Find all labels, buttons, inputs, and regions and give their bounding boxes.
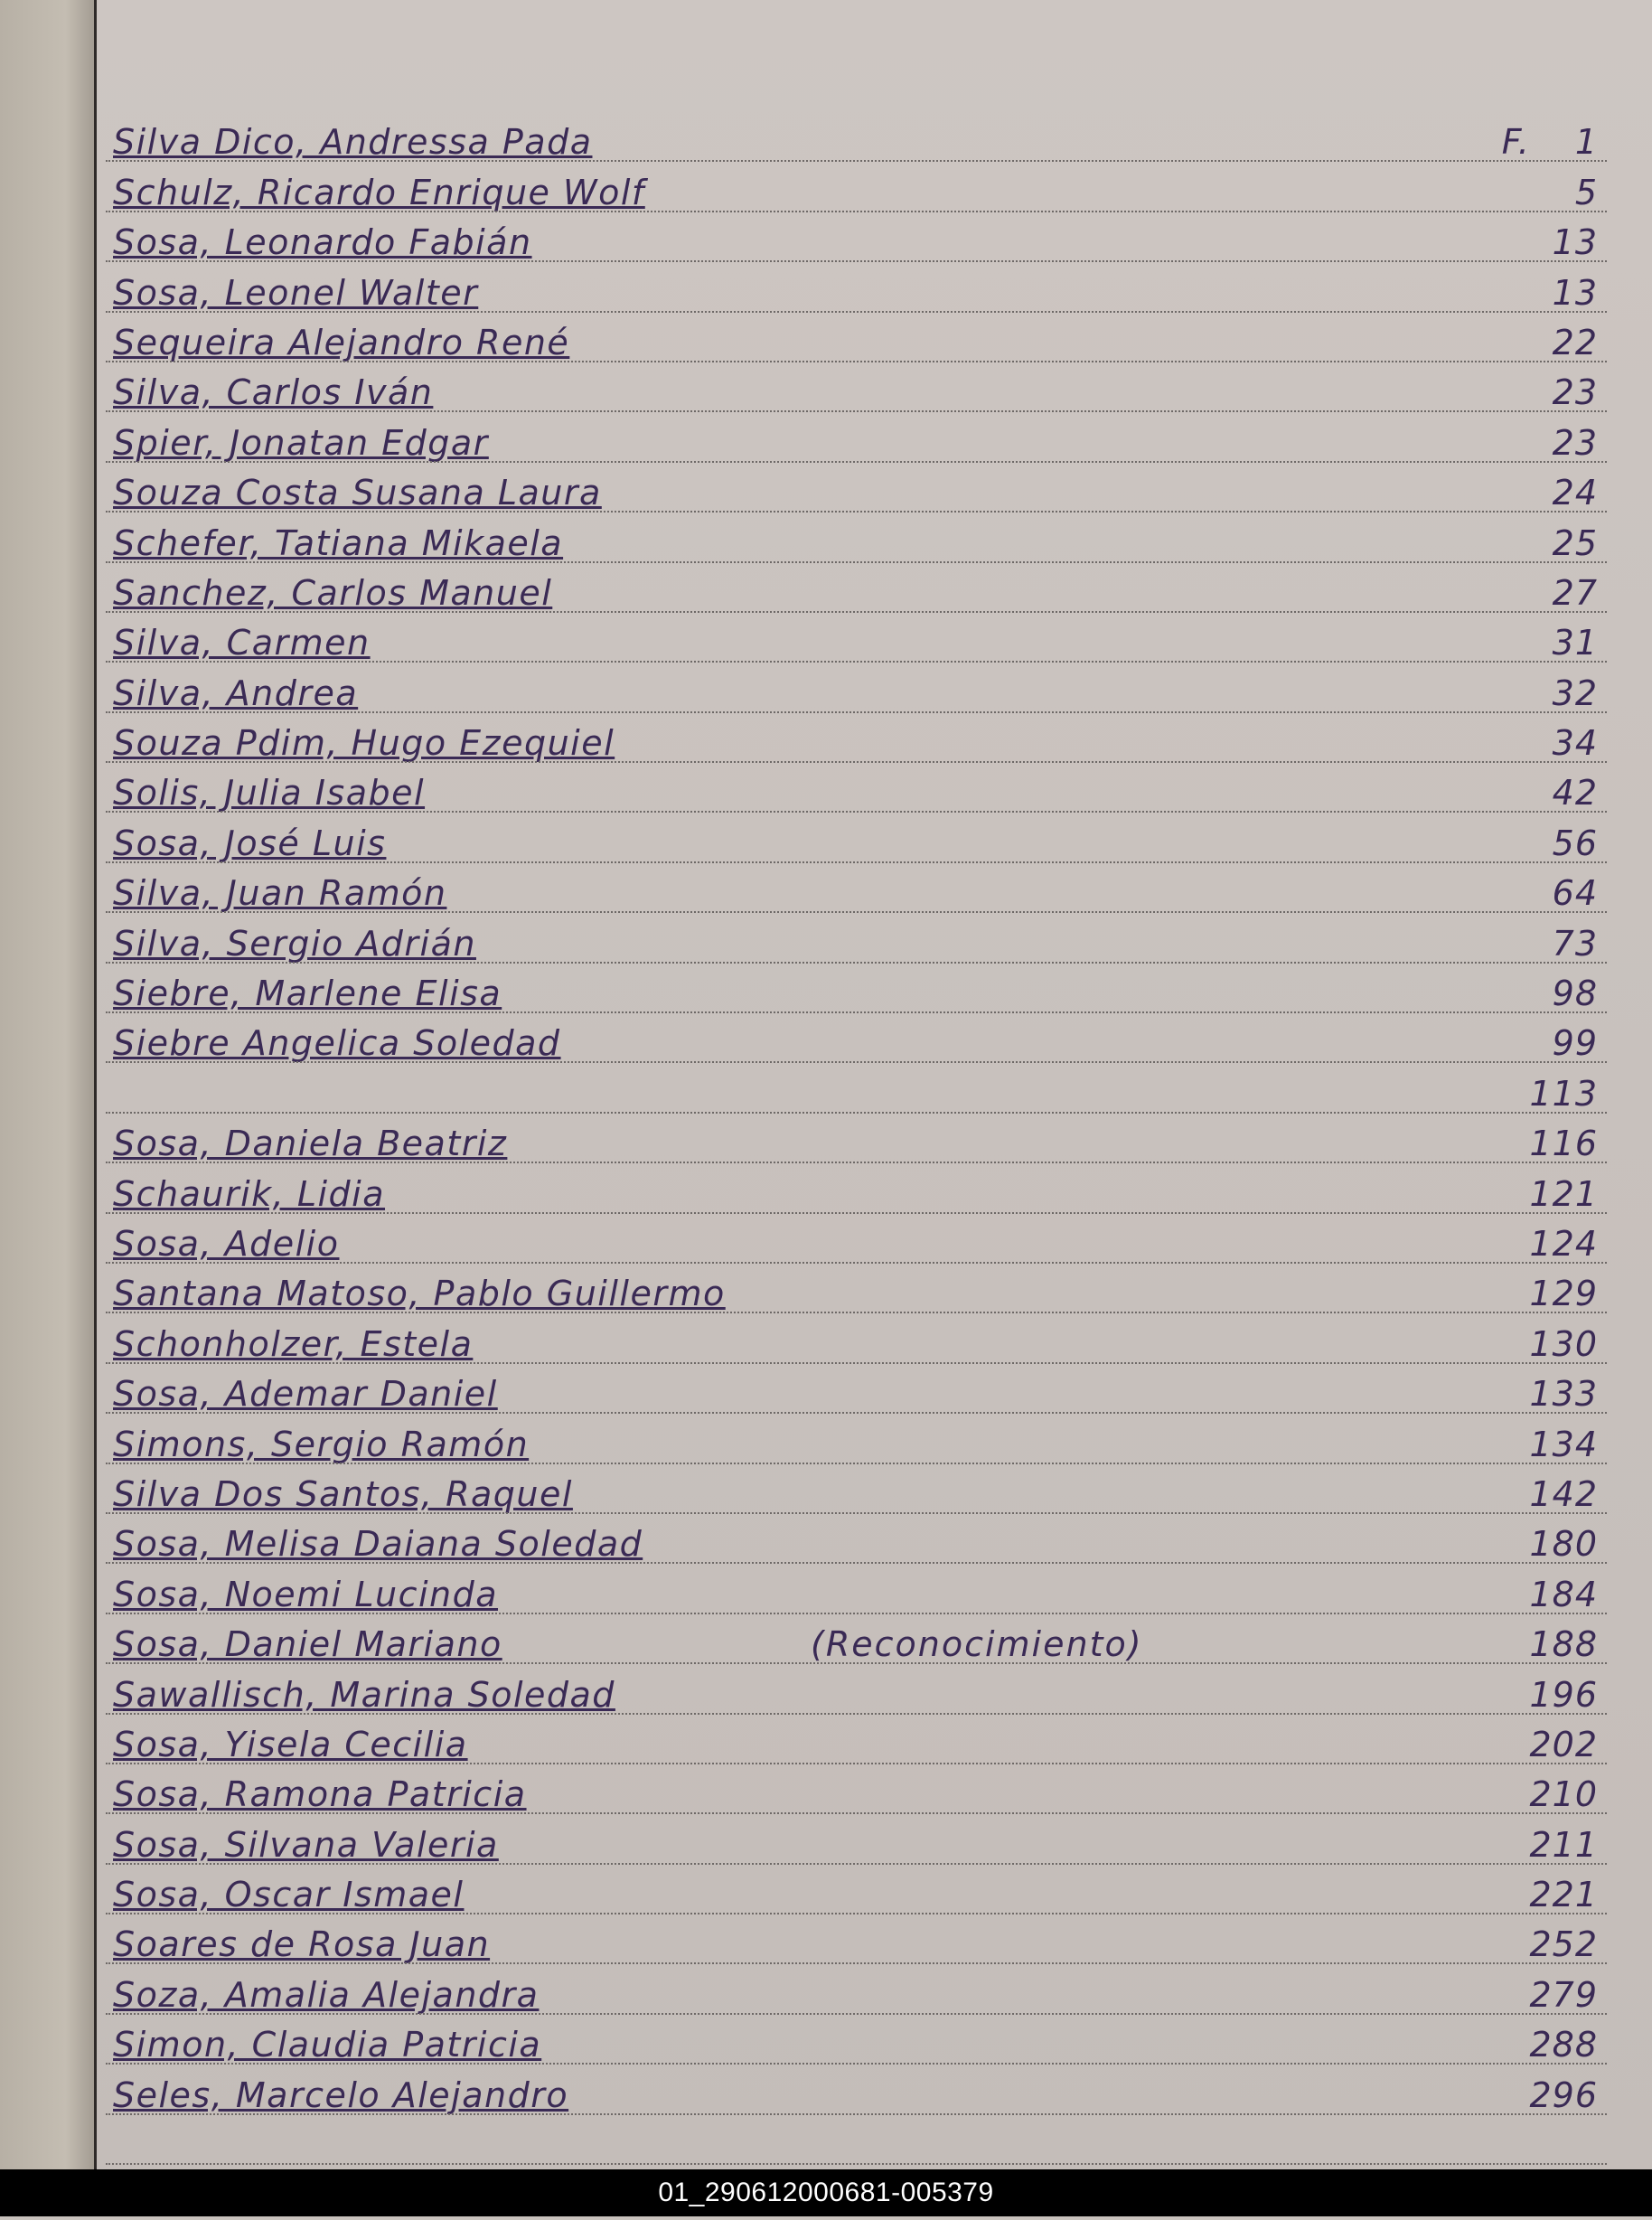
ledger-row [97, 318, 1652, 368]
folio-number: 288 [1529, 2025, 1598, 2065]
ledger-row [97, 1219, 1652, 1269]
entry-name: Simons, Sergio Ramón [113, 1424, 530, 1464]
document-id-label: 01_290612000681-005379 [658, 2178, 994, 2207]
entry-folio [1553, 573, 1598, 613]
ledger-row [97, 1970, 1652, 2019]
entry-name: Sosa, Noemi Lucinda [113, 1574, 499, 1614]
entry-folio [1553, 1023, 1598, 1063]
empty-ruled-line [97, 2121, 1652, 2170]
ledger-row [97, 918, 1652, 968]
entry-name: Silva, Andrea [113, 673, 359, 713]
ledger-row [97, 2020, 1652, 2070]
folio-number: 64 [1552, 873, 1598, 914]
entry-name: Sosa, Leonel Walter [113, 272, 479, 313]
ledger-row [97, 1369, 1652, 1419]
entry-name: Schefer, Tatiana Mikaela [113, 522, 564, 563]
entry-folio [1529, 1425, 1598, 1464]
entry-name: Schonholzer, Estela [113, 1323, 474, 1364]
ledger-row [97, 167, 1652, 217]
folio-number: 221 [1529, 1875, 1598, 1915]
ledger-row [97, 569, 1652, 618]
entry-folio [1553, 974, 1598, 1013]
entry-folio [1575, 173, 1598, 212]
folio-number: 113 [1529, 1073, 1598, 1114]
entry-folio [1553, 924, 1598, 964]
folio-number: 279 [1529, 1974, 1598, 2015]
ledger-row [97, 2070, 1652, 2120]
ledger-entries [97, 118, 1652, 2220]
ledger-row [97, 818, 1652, 868]
entry-name: Seles, Marcelo Alejandro [113, 2074, 569, 2115]
ledger-row [97, 1169, 1652, 1218]
folio-number: 196 [1529, 1674, 1598, 1715]
entry-folio [1529, 1174, 1598, 1214]
entry-name: Siebre Angelica Soledad [113, 1023, 561, 1064]
ledger-row [97, 1720, 1652, 1770]
folio-number: 27 [1552, 572, 1598, 613]
folio-number: 129 [1529, 1274, 1598, 1314]
ledger-row [97, 719, 1652, 768]
ledger-row [97, 418, 1652, 467]
ledger-row [97, 969, 1652, 1019]
entry-name: Sanchez, Carlos Manuel [113, 572, 553, 613]
entry-folio [1502, 122, 1598, 162]
entry-folio [1529, 1575, 1598, 1614]
folio-number: 121 [1529, 1173, 1598, 1214]
entry-folio [1553, 323, 1598, 362]
entry-folio [1529, 1825, 1598, 1865]
ledger-row [97, 618, 1652, 668]
entry-folio [1553, 723, 1598, 763]
folio-number: 22 [1552, 322, 1598, 362]
entry-name: Sosa, José Luis [113, 823, 387, 863]
entry-name: Silva, Sergio Adrián [113, 923, 476, 964]
folio-number: 296 [1529, 2074, 1598, 2115]
entry-name: Sosa, Daniela Beatriz [113, 1124, 508, 1164]
entry-name: Solis, Julia Isabel [113, 773, 426, 814]
folio-number: 210 [1529, 1774, 1598, 1815]
entry-name: Souza Costa Susana Laura [113, 473, 602, 513]
entry-folio [1553, 773, 1598, 813]
ledger-row [97, 1870, 1652, 1920]
entry-note: (Reconocimiento) [811, 1624, 1143, 1665]
entry-folio [1529, 1975, 1598, 2015]
entry-folio [1529, 1524, 1598, 1564]
folio-number: 130 [1529, 1323, 1598, 1364]
ledger-row [97, 1519, 1652, 1569]
entry-folio [1553, 623, 1598, 663]
ledger-row [97, 668, 1652, 718]
entry-name: Sosa, Leonardo Fabián [113, 222, 532, 263]
folio-number: 188 [1529, 1624, 1598, 1665]
folio-number: 25 [1552, 522, 1598, 563]
folio-number: 180 [1529, 1524, 1598, 1565]
ledger-row [97, 218, 1652, 268]
ledger-row [97, 1670, 1652, 1719]
entry-folio [1553, 523, 1598, 563]
entry-name: Simon, Claudia Patricia [113, 2025, 542, 2065]
folio-number: 1 [1574, 122, 1598, 163]
folio-number: 202 [1529, 1724, 1598, 1764]
entry-name: Santana Matoso, Pablo Guillermo [113, 1274, 726, 1314]
entry-name: Spier, Jonatan Edgar [113, 422, 489, 463]
entry-folio [1529, 1274, 1598, 1313]
ledger-row [97, 368, 1652, 418]
ledger-row [97, 1470, 1652, 1519]
entry-folio [1529, 2025, 1598, 2065]
folio-number: 13 [1552, 222, 1598, 263]
folio-number: 24 [1552, 473, 1598, 513]
ledger-page [97, 0, 1652, 2169]
ledger-row [97, 1820, 1652, 1869]
entry-name: Soza, Amalia Alejandra [113, 1974, 540, 2015]
ledger-row [97, 1269, 1652, 1319]
entry-name: Silva, Juan Ramón [113, 873, 447, 914]
entry-folio [1529, 1875, 1598, 1914]
entry-folio [1553, 873, 1598, 913]
ledger-row [97, 1119, 1652, 1169]
entry-folio [1529, 2075, 1598, 2115]
entry-folio [1553, 372, 1598, 412]
folio-number: 5 [1574, 172, 1598, 212]
ledger-row [97, 1068, 1652, 1118]
entry-name: Sosa, Adelio [113, 1223, 340, 1264]
entry-folio [1553, 222, 1598, 262]
entry-folio [1529, 1725, 1598, 1764]
folio-number: 133 [1529, 1374, 1598, 1415]
entry-name: Sosa, Oscar Ismael [113, 1875, 465, 1915]
entry-name: Silva, Carlos Iván [113, 372, 434, 413]
entry-folio [1529, 1374, 1598, 1414]
folio-number: 42 [1552, 773, 1598, 814]
ledger-row [97, 1019, 1652, 1068]
entry-name: Silva, Carmen [113, 623, 371, 663]
entry-folio [1529, 1074, 1598, 1114]
entry-name: Sosa, Ademar Daniel [113, 1374, 498, 1415]
entry-name: Souza Pdim, Hugo Ezequiel [113, 723, 615, 764]
entry-name: Schaurik, Lidia [113, 1173, 386, 1214]
ledger-row [97, 118, 1652, 167]
entry-folio [1553, 273, 1598, 313]
ledger-row [97, 1920, 1652, 1970]
entry-name: Soares de Rosa Juan [113, 1924, 491, 1965]
folio-number: 34 [1552, 723, 1598, 764]
folio-number: 13 [1552, 272, 1598, 313]
entry-name: Sosa, Silvana Valeria [113, 1824, 499, 1865]
entry-name: Sosa, Ramona Patricia [113, 1774, 527, 1815]
ledger-row [97, 768, 1652, 818]
entry-folio [1529, 1324, 1598, 1364]
entry-folio [1553, 473, 1598, 513]
entry-name: Sosa, Melisa Daiana Soledad [113, 1524, 643, 1565]
entry-name: Silva Dos Santos, Raquel [113, 1473, 573, 1514]
ledger-row [97, 869, 1652, 918]
entry-name: Silva Dico, Andressa Pada [113, 122, 593, 163]
folio-number: 211 [1529, 1824, 1598, 1865]
entry-folio [1529, 1774, 1598, 1814]
ledger-row [97, 1319, 1652, 1369]
folio-number: 32 [1552, 673, 1598, 713]
folio-number: 252 [1529, 1924, 1598, 1965]
folio-number: 142 [1529, 1473, 1598, 1514]
ledger-row [97, 1419, 1652, 1469]
entry-folio [1529, 1924, 1598, 1964]
book-binding-edge [0, 0, 94, 2169]
folio-number: 98 [1552, 974, 1598, 1014]
entry-name: Sawallisch, Marina Soledad [113, 1674, 615, 1715]
entry-folio [1553, 823, 1598, 863]
entry-name: Sosa, Yisela Cecilia [113, 1724, 468, 1764]
footer-bar [0, 2169, 1652, 2216]
entry-folio [1553, 673, 1598, 713]
ledger-row [97, 1770, 1652, 1820]
folio-prefix: F. [1501, 122, 1530, 163]
entry-folio [1529, 1474, 1598, 1514]
ledger-row [97, 468, 1652, 518]
entry-folio [1529, 1675, 1598, 1715]
entry-name: Sosa, Daniel Mariano [113, 1624, 502, 1665]
folio-number: 116 [1529, 1124, 1598, 1164]
folio-number: 56 [1552, 823, 1598, 863]
ledger-row [97, 268, 1652, 317]
folio-number: 124 [1529, 1223, 1598, 1264]
ledger-row [97, 518, 1652, 568]
entry-name: Schulz, Ricardo Enrique Wolf [113, 172, 645, 212]
entry-folio [1553, 423, 1598, 463]
folio-number: 23 [1552, 372, 1598, 413]
ledger-row [97, 1620, 1652, 1670]
entry-folio [1529, 1624, 1598, 1664]
entry-folio [1529, 1124, 1598, 1163]
folio-number: 73 [1552, 923, 1598, 964]
entry-name: Siebre, Marlene Elisa [113, 974, 502, 1014]
ledger-row [97, 1569, 1652, 1619]
folio-number: 31 [1552, 623, 1598, 663]
folio-number: 23 [1552, 422, 1598, 463]
folio-number: 134 [1529, 1424, 1598, 1464]
entry-name: Sequeira Alejandro René [113, 322, 570, 362]
folio-number: 99 [1552, 1023, 1598, 1064]
folio-number: 184 [1529, 1574, 1598, 1614]
entry-folio [1529, 1224, 1598, 1264]
